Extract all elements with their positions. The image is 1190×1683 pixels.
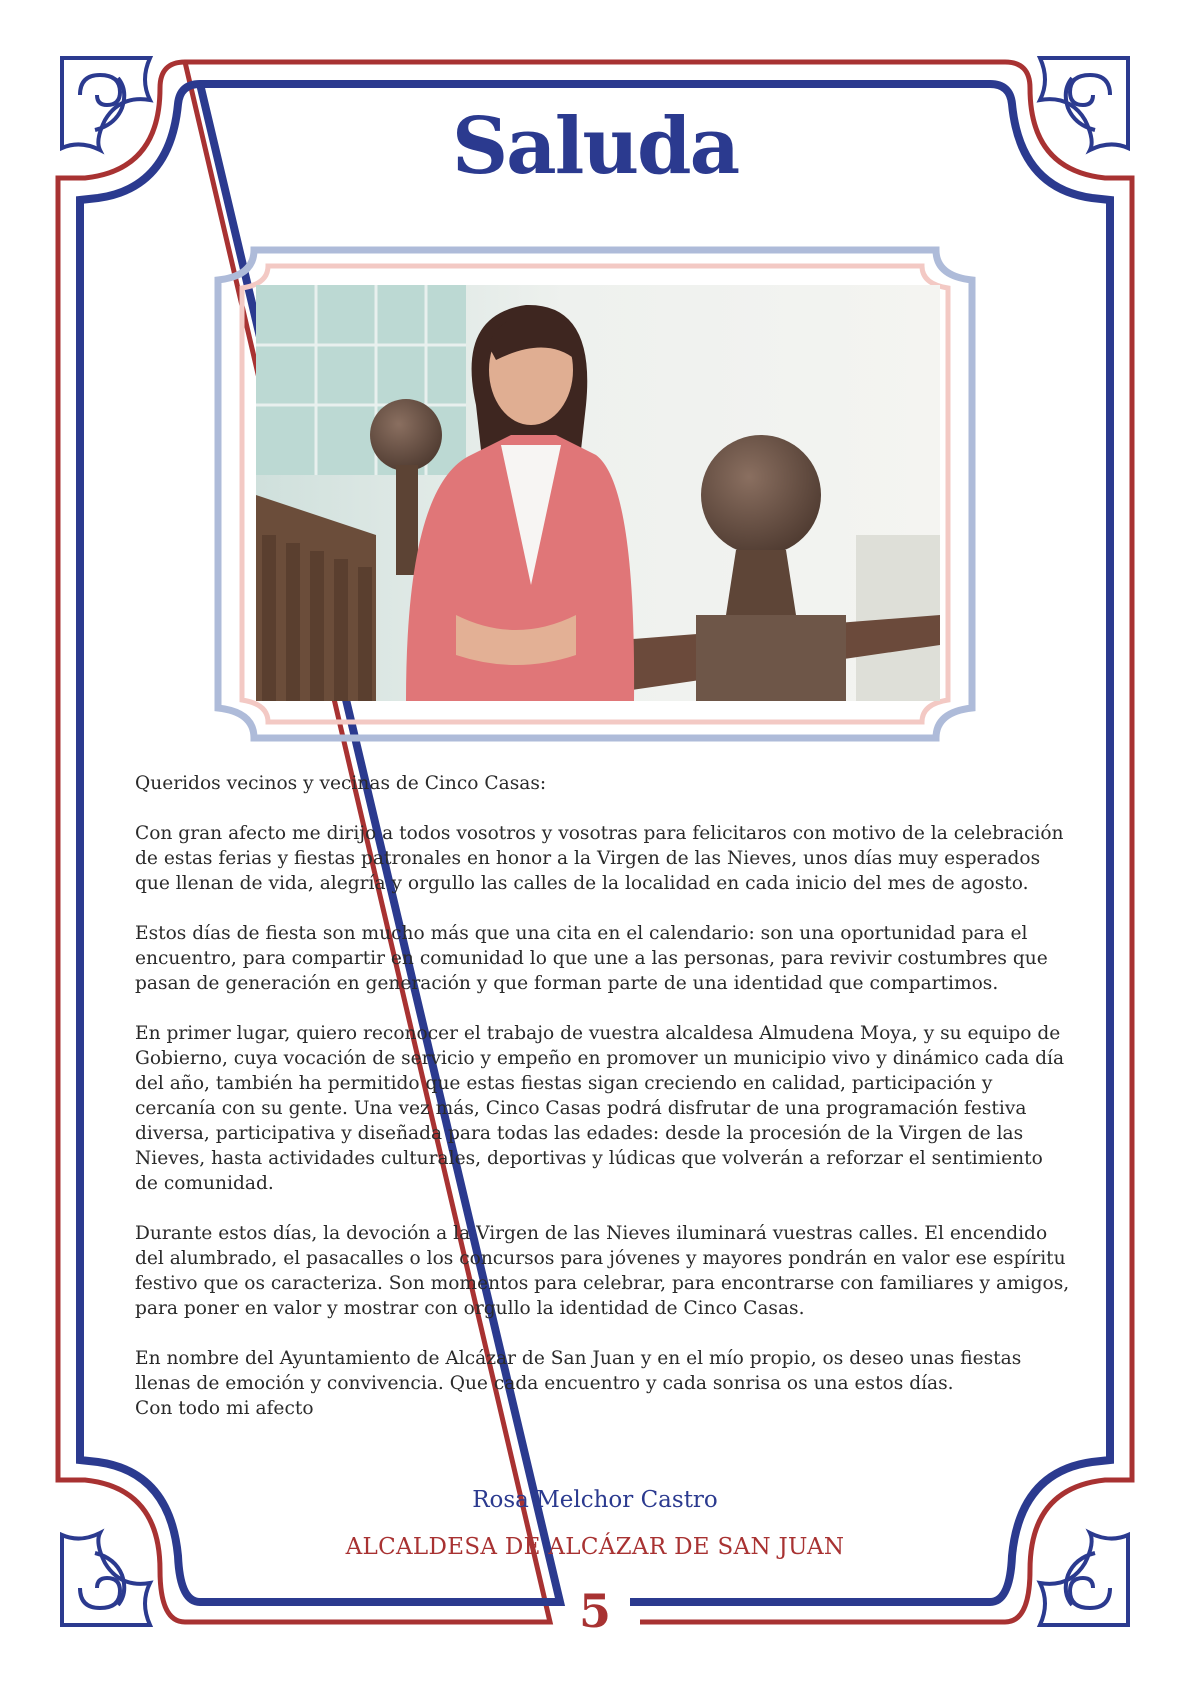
signer-role: ALCALDESA DE ALCÁZAR DE SAN JUAN (345, 1534, 845, 1560)
letter-closing: Con todo mi afecto (135, 1398, 314, 1419)
letter-paragraph-1: Con gran afecto me dirijo a todos vosotros y vosotras para felicitaros con motivo de la celebración de estas ferias y fiestas patronales en honor a la Virgen de las Nieves, unos días muy esperados que llenan de vida, alegría y orgullo las calles de la localidad en cada inicio del mes de agosto. (135, 823, 1064, 894)
letter-paragraph-5: En nombre del Ayuntamiento de Alcázar de San Juan y en el mío propio, os deseo unas fiestas llenas de emoción y convivencia. Que cada encuentro y cada sonrisa os una estos días. (135, 1348, 1022, 1394)
letter-greeting: Queridos vecinos y vecinas de Cinco Casas: (135, 773, 547, 794)
portrait-photo (256, 285, 940, 701)
letter-paragraph-2: Estos días de fiesta son mucho más que una cita en el calendario: son una oportunidad para el encuentro, para compartir en comunidad lo que une a las personas, para revivir costumbres que pasan de generación en generación y que forman parte de una identidad que compartimos. (135, 923, 1048, 994)
portrait-photo-icon (256, 285, 940, 701)
signer-name: Rosa Melchor Castro (472, 1487, 718, 1513)
letter-paragraph-3: En primer lugar, quiero reconocer el trabajo de vuestra alcaldesa Almudena Moya, y su equipo de Gobierno, cuya vocación de servicio y empeño en promover un municipio vivo y dinámico cada día del año, también ha permitido que estas fiestas sigan creciendo en calidad, participación y cercanía con su gente. Una vez más, Cinco Casas podrá disfrutar de una programación festiva diversa, participativa y diseñada para todas las edades: desde la procesión de la Virgen de las Nieves, hasta actividades culturales, deportivas y lúdicas que volverán a reforzar el sentimiento de comunidad. (135, 1023, 1065, 1194)
page-title: Saluda (451, 101, 739, 192)
letter-body (135, 771, 1070, 1421)
page-number: 5 (578, 1584, 611, 1638)
letter-paragraph-4: Durante estos días, la devoción a la Virgen de las Nieves iluminará vuestras calles. El encendido del alumbrado, el pasacalles o los concursos para jóvenes y mayores pondrán en valor ese espíritu festivo que os caracteriza. Son momentos para celebrar, para encontrarse con familiares y amigos, para poner en valor y mostrar con orgullo la identidad de Cinco Casas. (135, 1223, 1070, 1319)
